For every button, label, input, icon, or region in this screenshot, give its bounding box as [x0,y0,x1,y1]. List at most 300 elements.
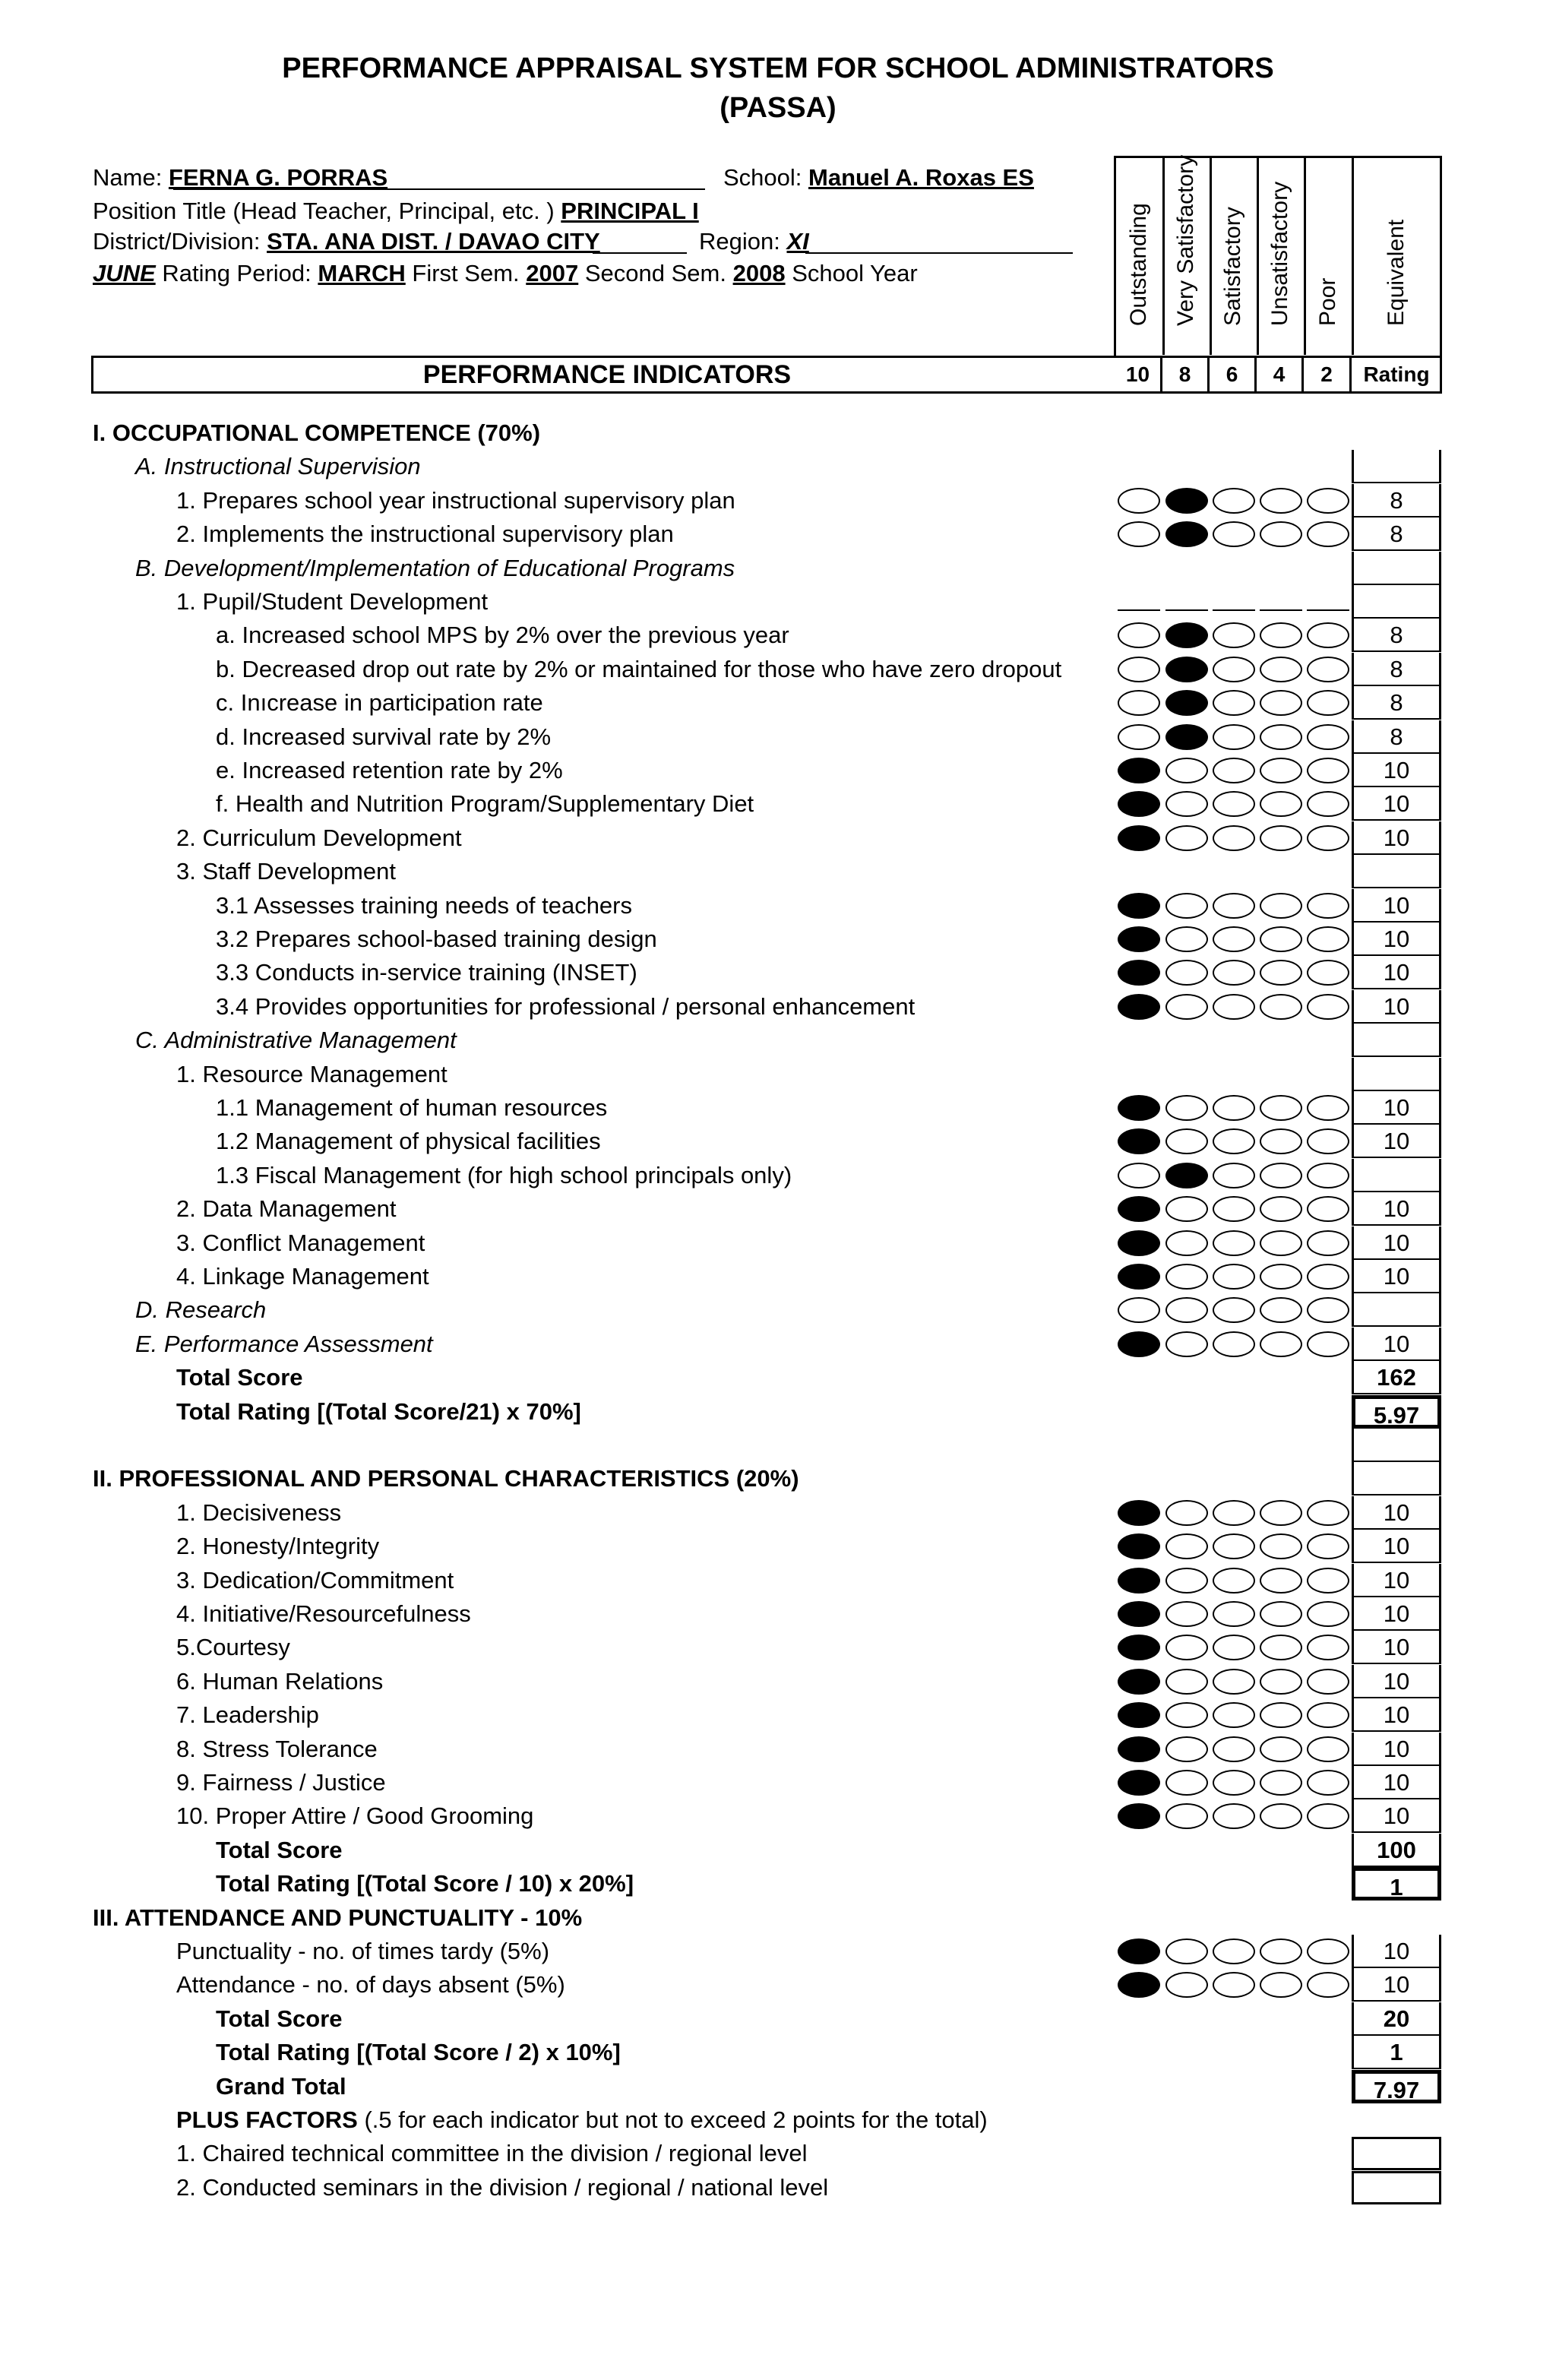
rating-bubble[interactable] [1307,926,1349,952]
region-value: XI [786,228,809,255]
bubble-blank-line [1165,609,1208,611]
rating-bubble[interactable] [1118,960,1160,986]
rating-bubble[interactable] [1118,1770,1160,1796]
equivalent-rating-cell: 10 [1352,990,1441,1024]
rating-bubble[interactable] [1307,960,1349,986]
indicator-label: 9. Fairness / Justice [176,1769,386,1796]
rating-bubble[interactable] [1260,1972,1302,1998]
rating-bubble[interactable] [1260,488,1302,514]
rating-bubble[interactable] [1165,1601,1208,1627]
rating-bubble[interactable] [1118,521,1160,547]
indicator-row [0,1260,1556,1293]
equivalent-rating-cell: 7.97 [1352,2070,1441,2103]
rating-bubble[interactable] [1165,1803,1208,1829]
equivalent-rating-cell: 8 [1352,720,1441,754]
rating-bubble[interactable] [1213,758,1255,783]
rating-bubble[interactable] [1165,1972,1208,1998]
indicator-row [0,1462,1556,1495]
rating-bubble[interactable] [1165,1331,1208,1357]
indicator-row [0,754,1556,787]
rating-bubble[interactable] [1260,1669,1302,1695]
rating-bubble[interactable] [1260,791,1302,817]
indicator-row [0,450,1556,483]
rating-bubble[interactable] [1213,622,1255,648]
indicator-label: II. PROFESSIONAL AND PERSONAL CHARACTERISTICS (20%) [93,1465,799,1492]
rating-bubble[interactable] [1307,1128,1349,1154]
rating-bubble[interactable] [1118,1601,1160,1627]
rating-bubble[interactable] [1307,1163,1349,1188]
rating-bubble[interactable] [1165,960,1208,986]
rating-bubble[interactable] [1118,1128,1160,1154]
indicator-label: 2. Conducted seminars in the division / regional / national level [176,2173,829,2201]
column-header-label: Outstanding [1126,203,1151,326]
rating-bubble[interactable] [1260,1230,1302,1256]
rating-bubble[interactable] [1213,521,1255,547]
rating-bubble[interactable] [1260,825,1302,851]
rating-bubble[interactable] [1165,1736,1208,1762]
rating-bubble[interactable] [1307,1736,1349,1762]
rating-bubble[interactable] [1165,926,1208,952]
indicator-row [0,1192,1556,1226]
equivalent-rating-cell [1352,1293,1441,1327]
equivalent-rating-cell: 10 [1352,1799,1441,1833]
indicator-row [0,517,1556,551]
rating-bubble[interactable] [1165,622,1208,648]
rating-bubble[interactable] [1213,690,1255,716]
indicator-label: Total Score [176,1364,303,1391]
rating-bubble[interactable] [1213,926,1255,952]
indicator-label: 5.Courtesy [176,1634,290,1661]
column-header-label: Equivalent [1384,219,1409,326]
indicator-label: C. Administrative Management [135,1027,457,1054]
rating-bubble[interactable] [1118,926,1160,952]
rating-bubble[interactable] [1118,1230,1160,1256]
rating-bubble[interactable] [1260,1533,1302,1559]
rating-bubble[interactable] [1165,1264,1208,1290]
rating-bubble[interactable] [1260,521,1302,547]
rating-bubble[interactable] [1213,1635,1255,1660]
scale-value: 6 [1210,356,1257,394]
rating-bubble[interactable] [1260,1095,1302,1121]
rating-bubble[interactable] [1260,690,1302,716]
rating-bubble[interactable] [1307,791,1349,817]
equivalent-rating-cell: 10 [1352,1597,1441,1631]
rating-bubble[interactable] [1260,994,1302,1020]
rating-bubble[interactable] [1307,1938,1349,1964]
rating-bubble[interactable] [1260,1568,1302,1594]
rating-bubble[interactable] [1165,1095,1208,1121]
indicator-label: 1. Chaired technical committee in the division / regional level [176,2140,808,2167]
rating-bubble[interactable] [1260,1938,1302,1964]
school-line: School: Manuel A. Roxas ES [723,164,1034,191]
equivalent-rating-cell [1352,855,1441,888]
indicator-label: I. OCCUPATIONAL COMPETENCE (70%) [93,419,541,446]
rating-bubble[interactable] [1165,724,1208,750]
indicator-row [0,990,1556,1024]
rating-bubble[interactable] [1307,893,1349,919]
equivalent-rating-cell [1352,2171,1441,2204]
rating-bubble[interactable] [1165,791,1208,817]
indicator-row [0,1226,1556,1260]
indicator-row [0,720,1556,754]
equivalent-rating-cell: 10 [1352,1260,1441,1293]
rating-bubble[interactable] [1165,1770,1208,1796]
rating-bubble[interactable] [1307,1331,1349,1357]
rating-bubble[interactable] [1118,657,1160,682]
rating-bubble[interactable] [1213,488,1255,514]
rating-bubble[interactable] [1307,1803,1349,1829]
rating-bubble[interactable] [1213,1331,1255,1357]
rating-bubble[interactable] [1118,1196,1160,1222]
equivalent-rating-cell: 10 [1352,1564,1441,1597]
rating-bubble[interactable] [1260,893,1302,919]
equivalent-rating-cell: 10 [1352,1125,1441,1158]
rating-bubble[interactable] [1118,622,1160,648]
rating-bubble[interactable] [1165,893,1208,919]
rating-bubble[interactable] [1118,893,1160,919]
rating-bubble[interactable] [1165,994,1208,1020]
scale-value: 4 [1257,356,1304,394]
rating-bubble[interactable] [1307,657,1349,682]
rating-bubble[interactable] [1260,1331,1302,1357]
rating-bubble[interactable] [1307,488,1349,514]
indicator-label: E. Performance Assessment [135,1330,433,1357]
rating-bubble[interactable] [1213,1163,1255,1188]
scale-value: 8 [1162,356,1210,394]
indicator-row [0,1429,1556,1462]
equivalent-rating-cell [1352,552,1441,585]
rating-bubble[interactable] [1213,1095,1255,1121]
rating-bubble[interactable] [1213,1702,1255,1728]
indicator-label: 3.1 Assesses training needs of teachers [216,891,632,919]
indicators-title: PERFORMANCE INDICATORS [422,360,792,389]
rating-bubble[interactable] [1213,825,1255,851]
equivalent-rating-cell [1352,1024,1441,1057]
column-header-label: Unsatisfactory [1267,181,1292,326]
rating-bubble[interactable] [1213,1230,1255,1256]
indicator-label: 1.3 Fiscal Management (for high school principals only) [216,1161,792,1188]
rating-bubble[interactable] [1118,1297,1160,1323]
indicator-row [0,1766,1556,1799]
indicator-label: Total Rating [(Total Score / 2) x 10%] [216,2039,621,2066]
equivalent-rating-cell [1352,1429,1441,1462]
rating-bubble[interactable] [1307,724,1349,750]
indicator-row [0,1125,1556,1158]
bubble-blank-line [1260,609,1302,611]
indicator-row [0,585,1556,619]
indicator-label: 4. Linkage Management [176,1263,429,1290]
indicator-row [0,1024,1556,1057]
rating-bubble[interactable] [1118,1669,1160,1695]
indicator-row [0,1293,1556,1327]
rating-bubble[interactable] [1260,657,1302,682]
indicator-row [0,1328,1556,1361]
indicator-row [0,653,1556,686]
indicator-row [0,1091,1556,1125]
rating-bubble[interactable] [1260,1736,1302,1762]
rating-bubble[interactable] [1307,1702,1349,1728]
indicator-row [0,2171,1556,2204]
rating-bubble[interactable] [1307,1601,1349,1627]
indicator-label: PLUS FACTORS (.5 for each indicator but not to exceed 2 points for the total) [176,2106,988,2133]
indicator-row [0,1564,1556,1597]
rating-bubble[interactable] [1260,1163,1302,1188]
rating-label: Rating [1363,362,1430,386]
district-line: District/Division: STA. ANA DIST. / DAVAO CITY [93,228,600,255]
rating-bubble[interactable] [1118,1533,1160,1559]
equivalent-rating-cell [1352,450,1441,483]
rating-bubble[interactable] [1307,1264,1349,1290]
indicator-label: 3. Conflict Management [176,1229,425,1256]
equivalent-rating-cell: 8 [1352,619,1441,652]
indicator-label: 3.2 Prepares school-based training design [216,926,657,952]
indicator-row [0,2137,1556,2170]
equivalent-rating-cell: 1 [1352,1867,1441,1901]
rating-bubble[interactable] [1213,1568,1255,1594]
name-line: Name: FERNA G. PORRAS [93,164,388,191]
equivalent-rating-cell: 10 [1352,1733,1441,1766]
rating-bubble[interactable] [1165,1128,1208,1154]
indicator-row [0,923,1556,956]
rating-bubble[interactable] [1118,1803,1160,1829]
rating-bubble[interactable] [1307,1230,1349,1256]
rating-bubble[interactable] [1307,1095,1349,1121]
indicator-label: b. Decreased drop out rate by 2% or maintained for those who have zero dropout [216,655,1062,682]
rating-bubble[interactable] [1213,1128,1255,1154]
rating-bubble[interactable] [1165,657,1208,682]
rating-bubble[interactable] [1213,1770,1255,1796]
rating-bubble[interactable] [1307,758,1349,783]
indicator-label: Total Score [216,2005,343,2032]
rating-bubble[interactable] [1213,1972,1255,1998]
name-underline [173,188,705,190]
rating-bubble[interactable] [1307,622,1349,648]
rating-bubble[interactable] [1307,1770,1349,1796]
rating-bubble[interactable] [1213,1803,1255,1829]
indicator-label: 1.1 Management of human resources [216,1094,608,1121]
rating-bubble[interactable] [1213,994,1255,1020]
rating-bubble[interactable] [1165,1635,1208,1660]
rating-bubble[interactable] [1260,1702,1302,1728]
rating-bubble[interactable] [1260,1770,1302,1796]
indicator-row [0,1834,1556,1867]
indicator-label: Total Score [216,1836,343,1863]
bubble-blank-line [1118,609,1160,611]
rating-bubble[interactable] [1165,758,1208,783]
scale-value: 10 [1115,356,1162,394]
rating-bubble[interactable] [1165,488,1208,514]
equivalent-rating-cell: 10 [1352,889,1441,923]
rating-bubble[interactable] [1165,1669,1208,1695]
indicator-label: f. Health and Nutrition Program/Supplementary Diet [216,790,754,818]
indicator-row [0,416,1556,450]
indicator-row [0,1496,1556,1530]
equivalent-rating-cell: 8 [1352,484,1441,517]
equivalent-rating-cell: 10 [1352,1226,1441,1260]
equivalent-rating-cell: 5.97 [1352,1395,1441,1429]
indicator-label: 3. Staff Development [176,858,396,885]
rating-bubble[interactable] [1165,1533,1208,1559]
rating-bubble[interactable] [1118,1938,1160,1964]
indicator-label: Attendance - no. of days absent (5%) [176,1971,565,1999]
indicator-row [0,1395,1556,1429]
indicator-label: 1. Pupil/Student Development [176,588,489,615]
rating-bubble[interactable] [1260,1297,1302,1323]
column-header-frame [1114,156,1442,357]
indicator-row [0,1665,1556,1698]
rating-bubble[interactable] [1213,1736,1255,1762]
indicator-row [0,686,1556,720]
indicator-row [0,1698,1556,1732]
rating-bubble[interactable] [1213,960,1255,986]
rating-bubble[interactable] [1307,1972,1349,1998]
rating-bubble[interactable] [1118,1331,1160,1357]
equivalent-rating-cell: 10 [1352,821,1441,855]
rating-bubble[interactable] [1307,1669,1349,1695]
rating-bubble[interactable] [1260,1264,1302,1290]
equivalent-rating-cell: 10 [1352,754,1441,787]
rating-bubble[interactable] [1260,1803,1302,1829]
indicator-row [0,1867,1556,1901]
bubble-blank-line [1307,609,1349,611]
indicator-row [0,889,1556,923]
equivalent-rating-cell: 20 [1352,2002,1441,2036]
rating-bubble[interactable] [1118,488,1160,514]
rating-bubble[interactable] [1118,1568,1160,1594]
indicator-label: 1. Prepares school year instructional supervisory plan [176,486,735,514]
rating-bubble[interactable] [1213,1601,1255,1627]
rating-bubble[interactable] [1307,825,1349,851]
rating-bubble[interactable] [1118,1095,1160,1121]
rating-bubble[interactable] [1213,1196,1255,1222]
rating-bubble[interactable] [1165,1196,1208,1222]
rating-bubble[interactable] [1118,1500,1160,1526]
indicator-label: 2. Data Management [176,1195,397,1223]
rating-bubble[interactable] [1260,758,1302,783]
rating-bubble[interactable] [1307,1568,1349,1594]
rating-bubble[interactable] [1118,1635,1160,1660]
rating-bubble[interactable] [1307,1533,1349,1559]
rating-bubble[interactable] [1260,1196,1302,1222]
rating-bubble[interactable] [1165,825,1208,851]
rating-bubble[interactable] [1213,1500,1255,1526]
rating-bubble[interactable] [1307,994,1349,1020]
district-underline [593,252,687,254]
rating-bubble[interactable] [1213,893,1255,919]
rating-bubble[interactable] [1213,1669,1255,1695]
rating-bubble[interactable] [1260,1601,1302,1627]
indicator-row [0,1058,1556,1091]
indicator-row [0,1799,1556,1833]
indicator-label: 6. Human Relations [176,1667,384,1695]
form-title: PERFORMANCE APPRAISAL SYSTEM FOR SCHOOL ADMINISTRATORS [282,52,1274,84]
equivalent-rating-cell: 10 [1352,923,1441,956]
rating-bubble[interactable] [1213,1938,1255,1964]
rating-bubble[interactable] [1307,1635,1349,1660]
scale-value: 2 [1304,356,1352,394]
equivalent-rating-cell: 10 [1352,1766,1441,1799]
rating-bubble[interactable] [1307,1297,1349,1323]
rating-bubble[interactable] [1260,1635,1302,1660]
rating-bubble[interactable] [1260,960,1302,986]
rating-bubble[interactable] [1165,1938,1208,1964]
rating-bubble[interactable] [1307,521,1349,547]
rating-bubble[interactable] [1118,1972,1160,1998]
rating-bubble[interactable] [1260,1500,1302,1526]
rating-bubble[interactable] [1165,1500,1208,1526]
indicator-row [0,821,1556,855]
equivalent-rating-cell [1352,1058,1441,1091]
rating-bubble[interactable] [1213,1297,1255,1323]
indicator-row [0,787,1556,821]
rating-bubble[interactable] [1118,1264,1160,1290]
indicator-label: a. Increased school MPS by 2% over the previous year [216,622,789,649]
rating-bubble[interactable] [1118,825,1160,851]
rating-bubble[interactable] [1307,1196,1349,1222]
indicator-label: c. Inıcrease in participation rate [216,689,543,717]
indicator-row [0,1361,1556,1394]
indicator-label: 3. Dedication/Commitment [176,1566,454,1594]
position-value: PRINCIPAL I [561,198,699,224]
rating-bubble[interactable] [1165,521,1208,547]
indicator-label: Total Rating [(Total Score/21) x 70%] [176,1397,581,1425]
rating-bubble[interactable] [1213,1264,1255,1290]
rating-bubble[interactable] [1165,1702,1208,1728]
rating-bubble[interactable] [1118,994,1160,1020]
indicator-row [0,1530,1556,1563]
equivalent-rating-cell: 10 [1352,1665,1441,1698]
rating-bubble[interactable] [1118,724,1160,750]
rating-bubble[interactable] [1213,724,1255,750]
rating-bubble[interactable] [1213,657,1255,682]
rating-bubble[interactable] [1260,622,1302,648]
indicator-label: 1. Resource Management [176,1060,448,1087]
rating-bubble[interactable] [1118,758,1160,783]
indicator-row [0,1631,1556,1664]
indicator-label: 3.4 Provides opportunities for professional / personal enhancement [216,992,916,1020]
indicator-row [0,1935,1556,1968]
rating-bubble[interactable] [1260,1128,1302,1154]
rating-bubble[interactable] [1118,1702,1160,1728]
rating-bubble[interactable] [1213,791,1255,817]
equivalent-rating-cell: 10 [1352,956,1441,989]
equivalent-rating-cell: 100 [1352,1834,1441,1867]
rating-bubble[interactable] [1307,690,1349,716]
rating-bubble[interactable] [1165,1568,1208,1594]
rating-bubble[interactable] [1213,1533,1255,1559]
rating-bubble[interactable] [1260,724,1302,750]
rating-bubble[interactable] [1165,1297,1208,1323]
rating-bubble[interactable] [1165,1230,1208,1256]
rating-bubble[interactable] [1260,926,1302,952]
indicator-label: D. Research [135,1296,267,1324]
equivalent-rating-cell [1352,1159,1441,1192]
district-value: STA. ANA DIST. / DAVAO CITY [267,228,600,255]
rating-bubble[interactable] [1307,1500,1349,1526]
indicator-label: e. Increased retention rate by 2% [216,757,563,783]
rating-bubble[interactable] [1118,690,1160,716]
indicator-row [0,1159,1556,1192]
column-header-label: Very Satisfactory [1173,154,1198,326]
equivalent-rating-cell: 1 [1352,2036,1441,2069]
rating-bubble[interactable] [1118,1163,1160,1188]
rating-bubble[interactable] [1165,690,1208,716]
rating-bubble[interactable] [1118,791,1160,817]
rating-bubble[interactable] [1118,1736,1160,1762]
indicator-row [0,1733,1556,1766]
form-subtitle: (PASSA) [719,92,837,124]
rating-bubble[interactable] [1165,1163,1208,1188]
